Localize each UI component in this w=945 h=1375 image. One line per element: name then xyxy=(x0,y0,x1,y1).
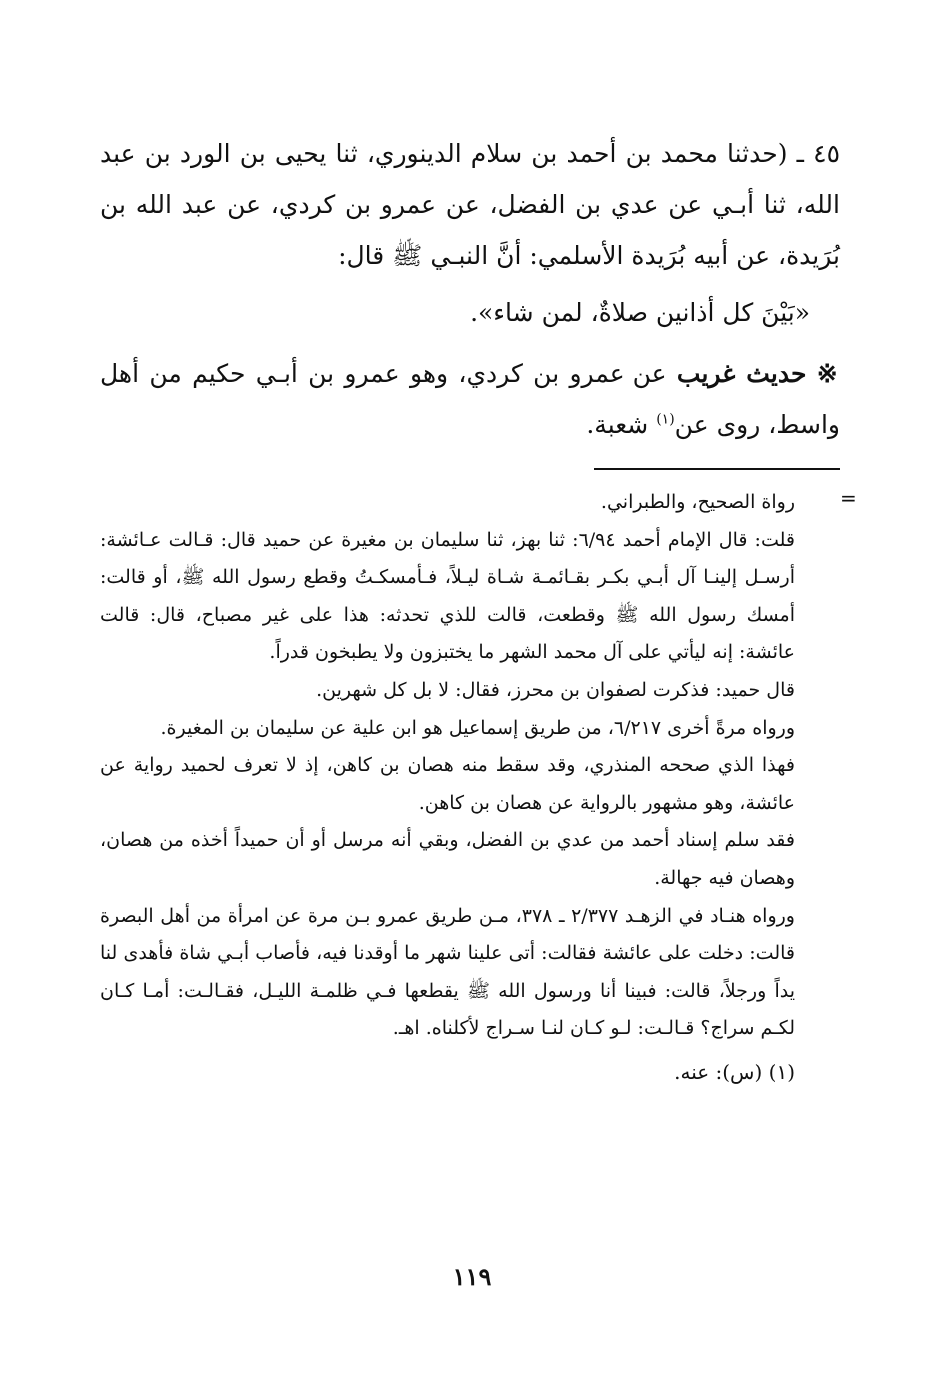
hadith-matn: «بَيْنَ كل أذانين صلاةٌ، لمن شاء». xyxy=(470,298,810,327)
hadith-isnad-paragraph: ٤٥ ـ (حدثنا محمد بن أحمد بن سلام الدينوري، ثنا يحيى بن الورد بن عبد الله، ثنا أبـي عن عدي بن الفضل، عن عمرو بن كردي، عن عبد الله بن بُرَيدة، عن أبيه بُرَيدة الأسلمي: أنَّ النبـي ﷺ قال: xyxy=(100,139,840,270)
comment-lead: حديث غريب xyxy=(676,359,807,388)
footnote-paragraph: ورواه هنـاد في الزهـد ٢/٣٧٧ ـ ٣٧٨، مـن طريق عمرو بـن مرة عن امرأة من أهل البصرة قالت: دخلت على عائشة فقالت: أتى علينا شهر ما أوقدنا فيه، فأصاب أبـي شاة فأهدى لنا يداً ورجلاً، قالت: فبينا أنا ورسول الله ﷺ يقطعها فـي ظلمـة الليـل، فقـالـت: أمـا كـان لكـم سراج؟ قـالـت: لـو كـان لنـا سـراج لأكلناه. اهـ. xyxy=(100,904,795,1040)
footnote-paragraph: قال حميد: فذكرت لصفوان بن محرز، فقال: لا بل كل شهرين. xyxy=(316,678,795,701)
comment-marker: ※ xyxy=(816,359,840,388)
footnote-paragraph: رواة الصحيح، والطبراني. xyxy=(600,491,795,513)
footnote-paragraph: ورواه مرةً أخرى ٦/٢١٧، من طريق إسماعيل هو ابن علية عن سليمان بن المغيرة. xyxy=(160,716,795,739)
footnote-reference[interactable]: (١) xyxy=(656,411,675,428)
author-comment xyxy=(100,348,840,450)
footnote-separator xyxy=(594,468,840,470)
footnote-1: (١) (س): عنه. xyxy=(674,1059,795,1084)
footnote-paragraph: فقد سلم إسناد أحمد من عدي بن الفضل، وبقي أنه مرسل أو أن حميداً أخذه من هصان، وهصان فيه جهالة. xyxy=(100,829,795,889)
footnote-paragraph: فهذا الذي صححه المنذري، وقد سقط منه هصان بن كاهن، إذ لا تعرف لحميد رواية عن عائشة، وهو مشهور بالرواية عن هصان بن كاهن. xyxy=(100,754,795,814)
footnotes xyxy=(100,484,795,1092)
footnote-continuation-marker: = xyxy=(840,486,857,510)
main-text xyxy=(100,128,840,450)
comment-text: عن عمرو بن كردي، وهو عمرو بن أبـي حكيم من أهل واسط، روى عن xyxy=(100,359,840,439)
page-number: ١١٩ xyxy=(452,1262,492,1291)
comment-end: شعبة. xyxy=(586,410,649,439)
footnote-paragraph: قلت: قال الإمام أحمد ٦/٩٤: ثنا بهز، ثنا سليمان بن مغيرة عن حميد قال: قـالت عـائشة: أرسـل إلينـا آل أبـي بكـر بقـائمـة شـاة ليـلاً، فـأمسكـتُ وقطع رسول الله ﷺ، أو قالت: أمسك رسول الله ﷺ وقطعت، قالت للذي تحدثه: هذا على غير مصباح، قال: قالت عائشة: إنه ليأتي على آل محمد الشهر ما يختبزون ولا يطبخون قدراً. xyxy=(100,528,795,664)
